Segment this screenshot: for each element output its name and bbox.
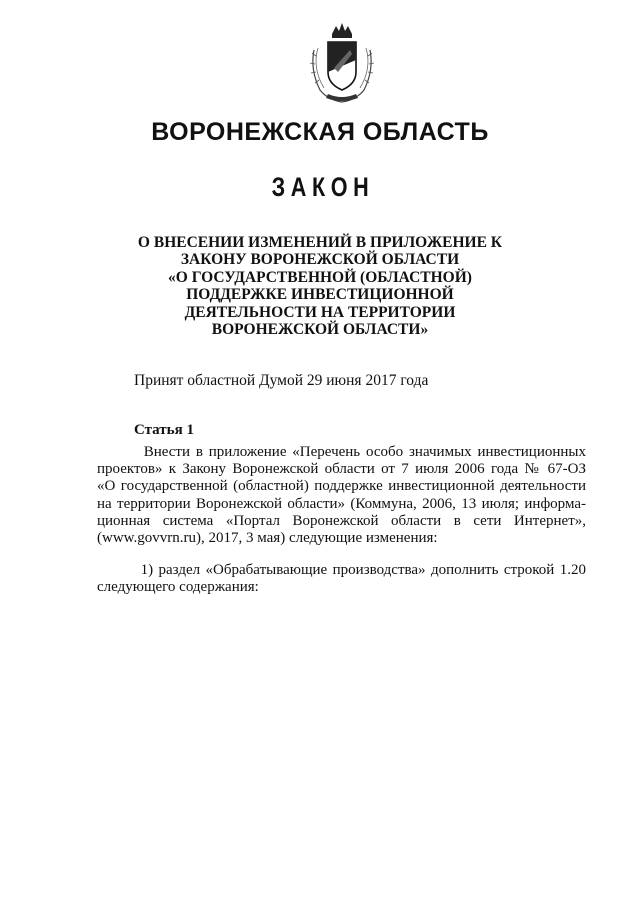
region-name: ВОРОНЕЖСКАЯ ОБЛАСТЬ (151, 118, 489, 146)
article-heading: Статья 1 (134, 422, 194, 438)
coat-of-arms-icon (306, 20, 378, 106)
paragraph-line: следующего содержания: (97, 579, 259, 596)
paragraph-line: на территории Воронежской области» (Коммуна, 2006, 13 июля; информа- (97, 495, 586, 512)
law-title-line: О ВНЕСЕНИИ ИЗМЕНЕНИЙ В ПРИЛОЖЕНИЕ К (137, 234, 503, 251)
law-title-line: ДЕЯТЕЛЬНОСТИ НА ТЕРРИТОРИИ (184, 303, 456, 321)
article-paragraph (97, 444, 586, 547)
paragraph-line: (www.govvrn.ru), 2017, 3 мая) следующие изменения: (97, 529, 438, 546)
law-title-line: ВОРОНЕЖСКОЙ ОБЛАСТИ» (211, 321, 429, 339)
article-paragraph (97, 562, 586, 596)
adoption-note: Принят областной Думой 29 июня 2017 года (134, 372, 429, 389)
law-title-line: ПОДДЕРЖКЕ ИНВЕСТИЦИОННОЙ (186, 286, 454, 304)
law-title-line: «О ГОСУДАРСТВЕННОЙ (ОБЛАСТНОЙ) (168, 268, 472, 286)
paragraph-line: ционная система «Портал Воронежской области в сети Интернет», (97, 512, 586, 529)
law-title-line: ЗАКОНУ ВОРОНЕЖСКОЙ ОБЛАСТИ (180, 251, 460, 269)
paragraph-line: 1) раздел «Обрабатывающие производства» дополнить строкой 1.20 (97, 562, 586, 578)
paragraph-line: проектов» к Закону Воронежской области от 7 июля 2006 года № 67-ОЗ (97, 461, 586, 478)
document-type: ЗАКОН (271, 172, 375, 202)
paragraph-line: Внести в приложение «Перечень особо значимых инвестиционных (97, 444, 586, 460)
paragraph-line: «О государственной (областной) поддержке инвестиционной деятельности (97, 478, 586, 495)
law-title (120, 234, 520, 338)
